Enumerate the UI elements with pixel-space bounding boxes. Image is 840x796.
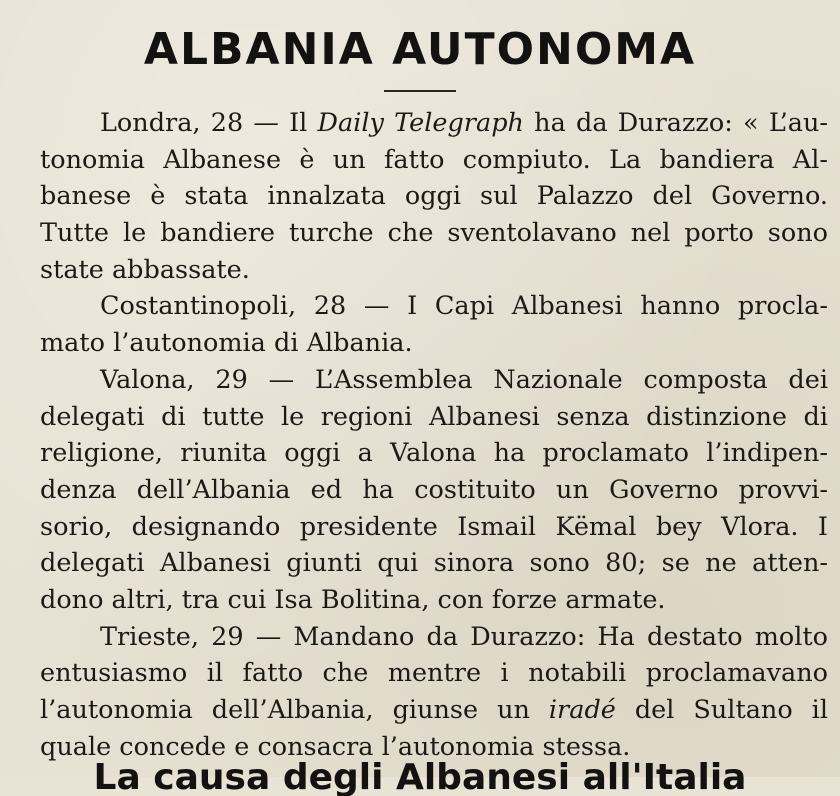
text-segment: l’autonomia dell’Albania, giunse un	[40, 695, 549, 725]
italic-segment: Daily Telegraph	[317, 108, 524, 138]
article-paragraph	[40, 362, 828, 619]
text-line	[40, 545, 828, 582]
article-paragraph	[40, 288, 828, 361]
italic-segment: iradé	[548, 695, 616, 725]
text-segment: ha da Durazzo: « L’au-	[523, 108, 828, 138]
article-paragraph	[40, 619, 828, 766]
text-line	[40, 252, 828, 289]
text-line	[40, 215, 828, 252]
text-segment: Costantinopoli, 28 — I Capi Albanesi hanno procla-	[100, 291, 828, 322]
text-line	[40, 582, 828, 619]
text-line	[40, 288, 828, 325]
headline-rule	[384, 90, 456, 92]
article-body	[40, 105, 828, 765]
text-line	[40, 435, 828, 472]
text-line	[40, 399, 828, 436]
text-segment: Tutte le bandiere turche che sventolavano nel porto sono	[40, 218, 828, 249]
next-headline-cropped: La causa degli Albanesi all'Italia	[93, 760, 747, 796]
text-segment: tonomia Albanese è un fatto compiuto. La bandiera Al-	[40, 144, 828, 175]
text-line	[40, 692, 828, 729]
text-line	[40, 619, 828, 656]
text-segment: Londra, 28 — Il	[100, 108, 318, 138]
text-segment: entusiasmo il fatto che mentre i notabili proclamavano	[40, 658, 828, 689]
text-line	[40, 142, 828, 179]
text-segment: delegati di tutte le regioni Albanesi senza distinzione di	[40, 401, 828, 432]
text-segment: quale concede e consacra l’autonomia stessa.	[40, 731, 631, 762]
text-segment: state abbassate.	[40, 254, 250, 285]
text-segment: dono altri, tra cui Isa Bolitina, con forze armate.	[40, 584, 666, 615]
headline: ALBANIA AUTONOMA	[143, 24, 697, 75]
text-segment: delegati Albanesi giunti qui sinora sono 80; se ne atten-	[40, 548, 828, 579]
text-segment: del Sultano il	[615, 695, 828, 725]
text-line	[40, 472, 828, 509]
text-segment: religione, riunita oggi a Valona ha proclamato l’indipen-	[40, 438, 828, 469]
text-line	[40, 509, 828, 546]
text-line	[40, 105, 828, 142]
text-segment: denza dell’Albania ed ha costituito un Governo provvi-	[40, 474, 828, 505]
text-line	[40, 325, 828, 362]
text-segment: Trieste, 29 — Mandano da Durazzo: Ha destato molto	[100, 621, 828, 652]
article-paragraph	[40, 105, 828, 288]
text-segment: Valona, 29 — L’Assemblea Nazionale composta dei	[100, 364, 828, 395]
text-segment: mato l’autonomia di Albania.	[40, 328, 413, 359]
text-line	[40, 178, 828, 215]
text-line	[40, 362, 828, 399]
text-segment: banese è stata innalzata oggi sul Palazzo del Governo.	[40, 181, 828, 212]
text-line	[40, 655, 828, 692]
text-segment: sorio, designando presidente Ismail Këmal bey Vlora. I	[40, 511, 828, 542]
